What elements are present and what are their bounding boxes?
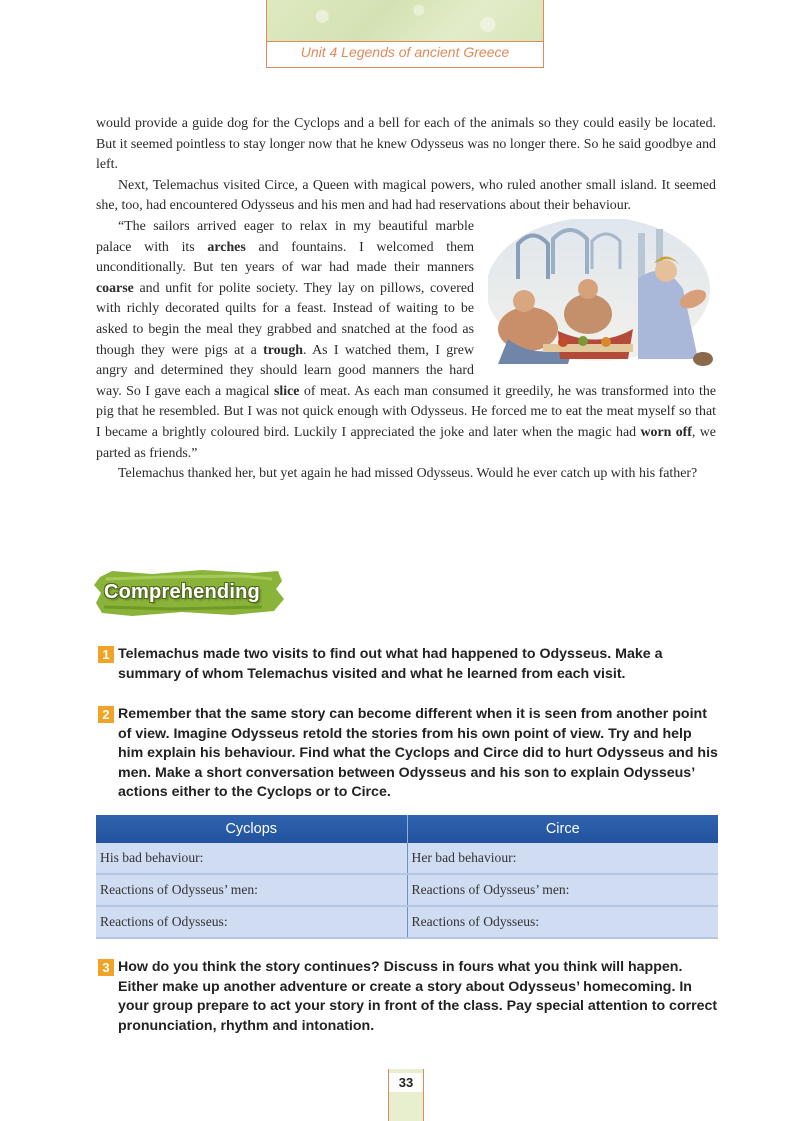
vocab-trough: trough (263, 342, 304, 358)
page-number: 33 (389, 1073, 423, 1092)
question-2 (98, 705, 718, 803)
unit-header (266, 0, 544, 68)
table-header-row (96, 815, 718, 843)
question-text-2: Remember that the same story can become different when it is seen from another point of view. Imagine Odysseus retold the stories from his own point of view. Try and help him explain his behaviour. Find what the Cyclops and Circe did to hurt Odysseus and his men. Make a short conversation between Odysseus and his son to explain Odysseus’ actions either to the Cyclops or to Circe. (118, 706, 718, 801)
section-title: Comprehending (104, 581, 260, 603)
header-texture (267, 0, 543, 42)
question-text-3: How do you think the story continues? Discuss in fours what you think will happen. Either make up another adventure or create a story about Odysseus’ homecoming. In your group prepare to act your story in front of the class. Pay special attention to correct pronunciation, rhythm and intonation. (118, 959, 718, 1034)
table-cell: Reactions of Odysseus’ men: (96, 874, 407, 906)
table-row (96, 874, 718, 906)
table-header-circe: Circe (407, 815, 718, 843)
table-cell: Her bad behaviour: (407, 843, 718, 874)
table-cell: His bad behaviour: (96, 843, 407, 874)
question-3 (98, 958, 718, 1036)
question-1 (98, 645, 718, 684)
vocab-slice: slice (274, 383, 300, 399)
story-paragraph-2: Next, Telemachus visited Circe, a Queen with magical powers, who ruled another small island. It seemed she, too, had encountered Odysseus and his men and had had reservations about their behaviour. (96, 177, 716, 214)
story-text (96, 114, 716, 485)
comparison-table (96, 815, 718, 939)
section-badge (92, 567, 286, 619)
circe-feast-illustration (488, 219, 716, 369)
story-paragraph-1: would provide a guide dog for the Cyclops and a bell for each of the animals so they could easily be located. But it seemed pointless to stay longer now that he knew Odysseus was no longer there. So he said goodbye and left. (96, 116, 716, 173)
question-number-2: 2 (98, 706, 114, 723)
unit-title: Unit 4 Legends of ancient Greece (300, 44, 510, 60)
table-header-cyclops: Cyclops (96, 815, 407, 843)
question-text-1: Telemachus made two visits to find out what had happened to Odysseus. Make a summary of whom Telemachus visited and what he learned from each visit. (118, 646, 663, 682)
table-cell: Reactions of Odysseus: (407, 906, 718, 938)
question-number-3: 3 (98, 959, 114, 976)
table-cell: Reactions of Odysseus: (96, 906, 407, 938)
story-paragraph-3: “The sailors arrived eager to relax in my beautiful marble palace with its arches and fountains. I welcomed them unconditionally. But ten years of war had made their manners coarse and unfit for polite society. They lay on pillows, covered with richly decorated quilts for a feast. Instead of waiting to be asked to begin the meal they grabbed and snatched at the food as though they were pigs at a trough. As I watched them, I grew angry and determined they should learn good manners the hard way. So I gave each a magical slice of meat. As each man consumed it greedily, he was transformed into the pig that he resembled. But I was not quick enough with Odysseus. He forced me to eat the meat myself so that I became a brightly coloured bird. Luckily I appreciated the joke and later when the magic had worn off, we parted as friends.” (96, 218, 716, 461)
vocab-arches: arches (207, 239, 246, 255)
table-cell: Reactions of Odysseus’ men: (407, 874, 718, 906)
vocab-worn-off: worn off (640, 424, 692, 440)
table-row (96, 906, 718, 938)
vocab-coarse: coarse (96, 280, 134, 296)
story-paragraph-4: Telemachus thanked her, but yet again he had missed Odysseus. Would he ever catch up with his father? (118, 466, 698, 482)
question-number-1: 1 (98, 646, 114, 663)
page-number-box (388, 1069, 424, 1121)
table-row (96, 843, 718, 874)
